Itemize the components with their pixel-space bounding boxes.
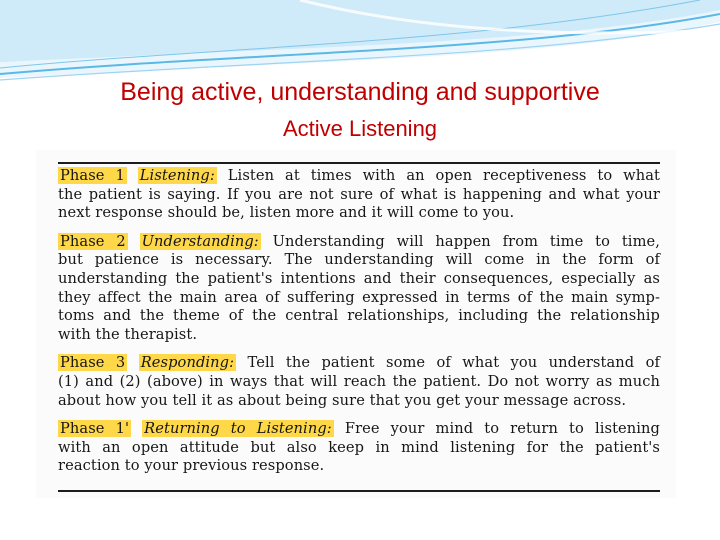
header-wave-decoration: [0, 0, 720, 90]
phase-3-line: (1) and (2) (above) in ways that will reach the patient. Do not worry as much: [58, 372, 660, 390]
phase-1-prime-first-line: [58, 420, 660, 439]
phase-1-first-line: [58, 167, 660, 186]
top-rule: [58, 162, 660, 164]
phase-1-prime-line: with an open attitude but also keep in mind listening for the patient's: [58, 438, 660, 456]
phase-2-name: Understanding:: [141, 232, 259, 250]
phase-3-first-line: [58, 354, 660, 373]
phase-2-line: understanding the patient's intentions and their consequences, especially as: [58, 269, 660, 287]
phase-2-line: they affect the main area of suffering expressed in terms of the main symp-: [58, 288, 660, 306]
slide-title: Being active, understanding and supportive: [120, 78, 600, 106]
phase-1-prime-label: Phase 1': [60, 420, 130, 438]
phase-list: [58, 167, 660, 476]
phase-2-label: Phase 2: [60, 232, 126, 250]
phase-3-label: Phase 3: [60, 354, 126, 372]
scanned-document: [36, 150, 676, 498]
phase-2-line: with the therapist.: [58, 325, 198, 343]
phase-1-text: Listen at times with an open receptiveness to what: [227, 167, 661, 184]
phase-1-line: next response should be, listen more and it will come to you.: [58, 204, 515, 222]
phase-1-prime-text: Free your mind to return to listening: [344, 420, 660, 438]
phase-1-label: Phase 1: [60, 167, 125, 184]
phase-2-line: but patience is necessary. The understanding will come in the form of: [58, 251, 660, 269]
phase-2-text: Understanding will happen from time to time,: [272, 232, 660, 250]
phase-3-name: Responding:: [140, 354, 235, 372]
slide-subtitle: Active Listening: [282, 116, 438, 141]
phase-2-line: toms and the theme of the central relationships, including the relationship: [58, 307, 660, 325]
phase-1-prime-line: reaction to your previous response.: [58, 457, 325, 475]
phase-2-first-line: [58, 233, 660, 252]
phase-1-name: Listening:: [139, 167, 215, 184]
phase-1-line: the patient is saying. If you are not sure of what is happening and what your: [58, 185, 660, 203]
phase-3-text: Tell the patient some of what you understand of: [247, 354, 660, 372]
bottom-rule: [58, 490, 660, 492]
phase-3-line: about how you tell it as about being sure that you get your message across.: [58, 391, 627, 409]
phase-1-prime-name: Returning to Listening:: [144, 420, 332, 438]
